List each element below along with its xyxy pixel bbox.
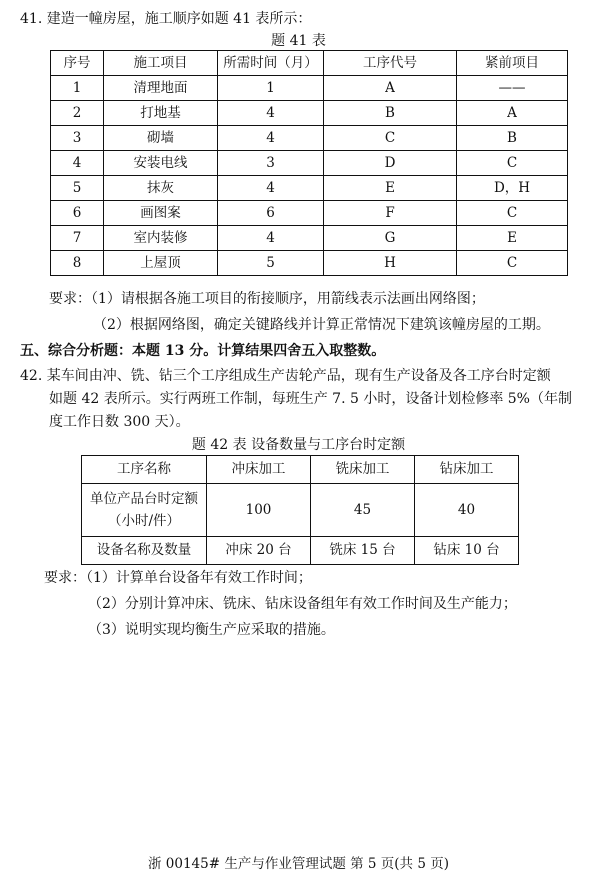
table-cell: C xyxy=(457,251,568,276)
table42-header-cell: 钻床加工 xyxy=(415,456,519,484)
table-cell: 室内装修 xyxy=(104,226,218,251)
table42-header-cell: 冲床加工 xyxy=(207,456,311,484)
table-cell: 4 xyxy=(51,151,104,176)
row-label-line: （小时/件） xyxy=(107,513,181,529)
table-42 xyxy=(81,455,519,565)
table-cell: C xyxy=(324,126,457,151)
table42-caption: 题 42 表 设备数量与工序台时定额 xyxy=(191,437,406,453)
table-cell: B xyxy=(324,101,457,126)
table-cell: D xyxy=(324,151,457,176)
table-cell: 6 xyxy=(51,201,104,226)
table-row xyxy=(51,201,568,226)
table42-header-cell: 工序名称 xyxy=(82,456,207,484)
table-cell: 4 xyxy=(218,176,324,201)
q42-requirement-2: （2）分别计算冲床、铣床、钻床设备组年有效工作时间及生产能力； xyxy=(88,596,517,612)
q41-requirement-1: 要求：（1）请根据各施工项目的衔接顺序，用箭线表示法画出网络图； xyxy=(49,291,485,307)
table-cell: 5 xyxy=(218,251,324,276)
table-cell: 冲床 20 台 xyxy=(207,537,311,565)
table-cell: C xyxy=(457,201,568,226)
table-cell: 5 xyxy=(51,176,104,201)
table-cell: D，H xyxy=(457,176,568,201)
table-cell xyxy=(82,484,207,537)
table-cell: A xyxy=(457,101,568,126)
table-row xyxy=(82,537,519,565)
table-cell: F xyxy=(324,201,457,226)
table41-header-cell: 紧前项目 xyxy=(457,51,568,76)
table-cell: 3 xyxy=(218,151,324,176)
row-label-line: 单位产品台时定额 xyxy=(90,491,198,507)
q42-paragraph-line-3: 度工作日数 300 天）。 xyxy=(49,414,190,430)
table-cell: C xyxy=(457,151,568,176)
table-cell: 8 xyxy=(51,251,104,276)
table41-caption: 题 41 表 xyxy=(271,33,326,49)
q42-requirement-3: （3）说明实现均衡生产应采取的措施。 xyxy=(88,622,335,638)
table-cell: 6 xyxy=(218,201,324,226)
table-cell: E xyxy=(324,176,457,201)
table-cell: 清理地面 xyxy=(104,76,218,101)
table-cell: 钻床 10 台 xyxy=(415,537,519,565)
q41-requirement-2: （2）根据网络图，确定关键路线并计算正常情况下建筑该幢房屋的工期。 xyxy=(93,317,550,333)
table-cell: 上屋顶 xyxy=(104,251,218,276)
table-cell: G xyxy=(324,226,457,251)
table42-header-row xyxy=(82,456,519,484)
table-cell: A xyxy=(324,76,457,101)
q42-requirement-1: 要求：（1）计算单台设备年有效工作时间； xyxy=(44,570,312,586)
table-row xyxy=(51,76,568,101)
table-cell: 2 xyxy=(51,101,104,126)
table41-header-row xyxy=(51,51,568,76)
table-cell: 打地基 xyxy=(104,101,218,126)
table-row xyxy=(51,101,568,126)
table41-header-cell: 所需时间（月） xyxy=(218,51,324,76)
table-cell: 100 xyxy=(207,484,311,537)
table-cell: E xyxy=(457,226,568,251)
table-row xyxy=(51,126,568,151)
table-cell: 1 xyxy=(218,76,324,101)
table-cell: 抹灰 xyxy=(104,176,218,201)
table42-header-cell: 铣床加工 xyxy=(311,456,415,484)
table-cell: 铣床 15 台 xyxy=(311,537,415,565)
table-row xyxy=(51,151,568,176)
table-cell: 4 xyxy=(218,126,324,151)
table-cell: 4 xyxy=(218,101,324,126)
table-cell: —— xyxy=(457,76,568,101)
table-cell: 4 xyxy=(218,226,324,251)
table-cell: 1 xyxy=(51,76,104,101)
section5-heading: 五、综合分析题：本题 13 分。计算结果四舍五入取整数。 xyxy=(20,343,386,359)
q41-intro: 41. 建造一幢房屋，施工顺序如题 41 表所示： xyxy=(20,11,312,27)
table-cell: 40 xyxy=(415,484,519,537)
table-row xyxy=(51,176,568,201)
table-cell: 画图案 xyxy=(104,201,218,226)
table-row xyxy=(82,484,519,537)
table-cell: 砌墙 xyxy=(104,126,218,151)
table-cell: 设备名称及数量 xyxy=(82,537,207,565)
table-cell: 安装电线 xyxy=(104,151,218,176)
table-cell: 3 xyxy=(51,126,104,151)
table-cell: B xyxy=(457,126,568,151)
table-cell: H xyxy=(324,251,457,276)
table-cell: 45 xyxy=(311,484,415,537)
table-cell: 7 xyxy=(51,226,104,251)
table41-header-cell: 序号 xyxy=(51,51,104,76)
page-footer: 浙 00145# 生产与作业管理试题 第 5 页(共 5 页) xyxy=(147,856,449,872)
table-row xyxy=(51,226,568,251)
table41-header-cell: 工序代号 xyxy=(324,51,457,76)
table41-header-cell: 施工项目 xyxy=(104,51,218,76)
table-row xyxy=(51,251,568,276)
q42-paragraph-line-1: 42. 某车间由冲、铣、钻三个工序组成生产齿轮产品，现有生产设备及各工序台时定额 xyxy=(20,368,551,384)
q42-paragraph-line-2: 如题 42 表所示。实行两班工作制，每班生产 7. 5 小时，设备计划检修率 5%（年制 xyxy=(49,391,572,407)
table-41 xyxy=(50,50,568,276)
